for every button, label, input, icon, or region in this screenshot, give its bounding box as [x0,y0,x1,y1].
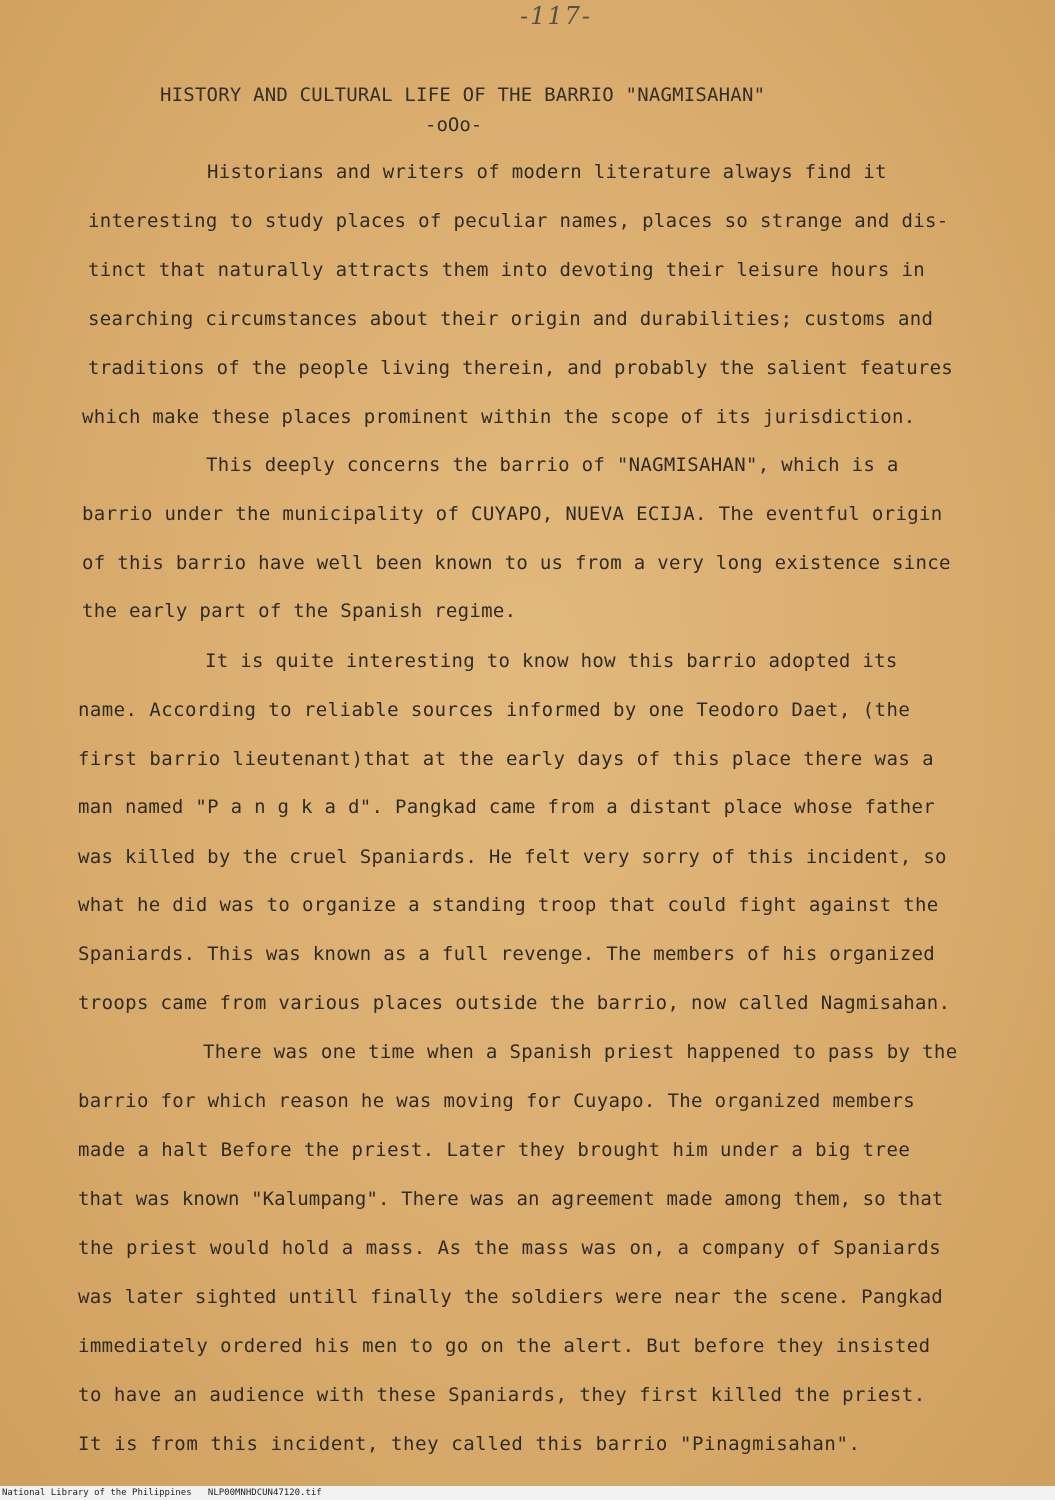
text-line: man named "P a n g k a d". Pangkad came from a distant place whose father [78,796,935,818]
text-line: troops came from various places outside the barrio, now called Nagmisahan. [78,992,951,1014]
text-line: tinct that naturally attracts them into devoting their leisure hours in [88,259,926,281]
text-line: This deeply concerns the barrio of "NAGMISAHAN", which is a [206,454,899,476]
text-line: name. According to reliable sources informed by one Teodoro Daet, (the [78,699,911,721]
text-line: interesting to study places of peculiar names, places so strange and dis- [88,210,949,232]
scan-footer [0,1486,1055,1500]
text-line: that was known "Kalumpang". There was an agreement made among them, so that [78,1188,944,1210]
text-line: Historians and writers of modern literature always find it [207,161,887,183]
text-line: the early part of the Spanish regime. [82,600,517,622]
text-line: which make these places prominent within the scope of its jurisdiction. [82,406,916,428]
text-line: There was one time when a Spanish priest happened to pass by the [203,1041,958,1063]
text-line: barrio for which reason he was moving for Cuyapo. The organized members [78,1090,916,1112]
text-line: immediately ordered his men to go on the alert. But before they insisted [78,1335,931,1357]
text-line: was killed by the cruel Spaniards. He felt very sorry of this incident, so [78,846,947,868]
text-line: what he did was to organize a standing troop that could fight against the [78,894,939,916]
text-line: traditions of the people living therein, and probably the salient features [88,357,953,379]
text-line: was later sighted untill finally the soldiers were near the scene. Pangkad [78,1286,943,1308]
text-line: It is from this incident, they called this barrio "Pinagmisahan". [78,1433,861,1455]
footer-library: National Library of the Philippines [2,1488,192,1498]
page-number: -117- [520,2,593,30]
text-line: the priest would hold a mass. As the mass was on, a company of Spaniards [78,1237,942,1259]
document-title: HISTORY AND CULTURAL LIFE OF THE BARRIO "NAGMISAHAN" [160,84,766,106]
footer-filename: NLP00MNHDCUN47120.tif [207,1488,322,1498]
title-separator: -oOo- [425,114,483,136]
text-line: of this barrio have well been known to us from a very long existence since [82,552,951,574]
text-line: Spaniards. This was known as a full revenge. The members of his organized [78,943,935,965]
text-line: searching circumstances about their origin and durabilities; customs and [88,308,934,330]
text-line: to have an audience with these Spaniards, they first killed the priest. [78,1384,926,1406]
text-line: It is quite interesting to know how this barrio adopted its [205,650,898,672]
text-line: made a halt Before the priest. Later they brought him under a big tree [78,1139,911,1161]
text-line: first barrio lieutenant)that at the early days of this place there was a [78,748,935,770]
text-line: barrio under the municipality of CUYAPO, NUEVA ECIJA. The eventful origin [82,503,943,525]
